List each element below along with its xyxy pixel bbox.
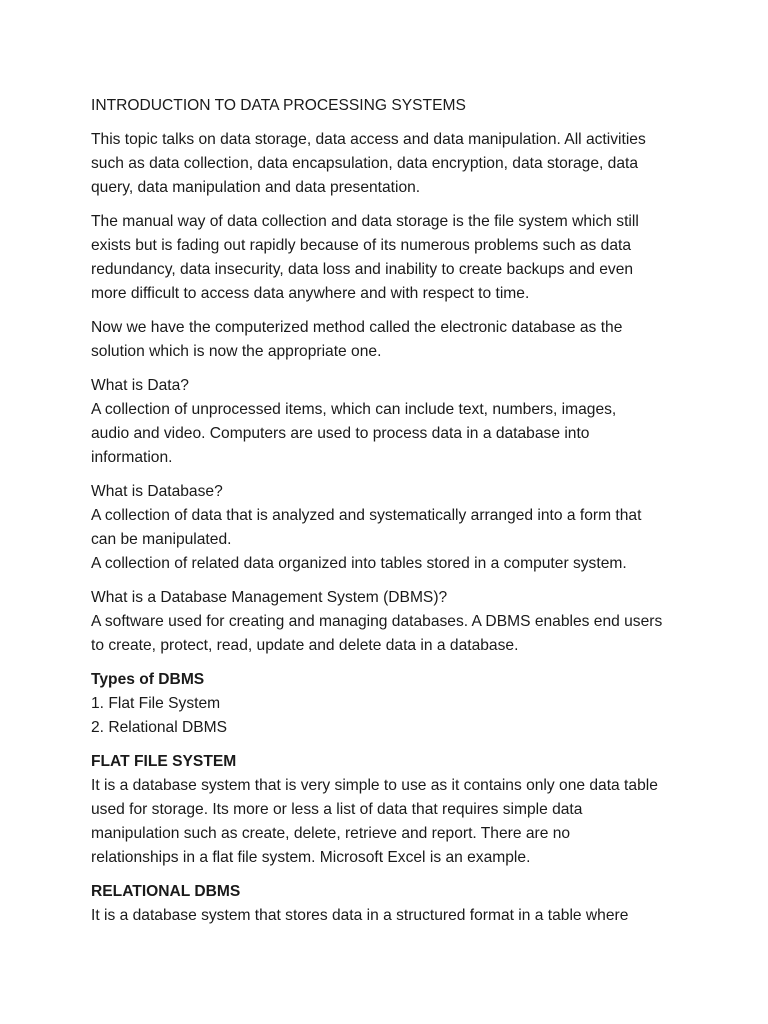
text-line: audio and video. Computers are used to process data in a database into: [91, 425, 590, 442]
relational-heading: RELATIONAL DBMS: [91, 883, 241, 900]
document-page: [91, 94, 686, 938]
database-definition: [91, 480, 686, 576]
text-line: solution which is now the appropriate one.: [91, 343, 382, 360]
types-heading: Types of DBMS: [91, 671, 205, 688]
text-line: such as data collection, data encapsulation, data encryption, data storage, data: [91, 155, 639, 172]
list-item: 1. Flat File System: [91, 695, 221, 712]
text-line: relationships in a flat file system. Microsoft Excel is an example.: [91, 849, 531, 866]
dbms-definition: [91, 586, 686, 658]
text-line: manipulation such as create, delete, retrieve and report. There are no: [91, 825, 571, 842]
text-line: It is a database system that stores data in a structured format in a table where: [91, 907, 629, 924]
manual-paragraph: [91, 210, 686, 306]
text-line: This topic talks on data storage, data access and data manipulation. All activities: [91, 131, 646, 148]
text-line: information.: [91, 449, 173, 466]
list-item: 2. Relational DBMS: [91, 719, 228, 736]
text-line: can be manipulated.: [91, 531, 232, 548]
text-line: redundancy, data insecurity, data loss and inability to create backups and even: [91, 261, 634, 278]
document-title: [91, 94, 686, 118]
flat-file-heading: FLAT FILE SYSTEM: [91, 753, 237, 770]
dbms-question: What is a Database Management System (DBMS)?: [91, 589, 448, 606]
text-line: more difficult to access data anywhere and with respect to time.: [91, 285, 530, 302]
text-line: The manual way of data collection and data storage is the file system which still: [91, 213, 639, 230]
text-line: It is a database system that is very simple to use as it contains only one data table: [91, 777, 658, 794]
text-line: to create, protect, read, update and delete data in a database.: [91, 637, 519, 654]
relational-section: [91, 880, 686, 928]
text-line: exists but is fading out rapidly because of its numerous problems such as data: [91, 237, 632, 254]
text-line: A software used for creating and managing databases. A DBMS enables end users: [91, 613, 663, 630]
data-definition: [91, 374, 686, 470]
computerized-paragraph: [91, 316, 686, 364]
intro-paragraph: [91, 128, 686, 200]
text-line: used for storage. Its more or less a list of data that requires simple data: [91, 801, 583, 818]
data-question: What is Data?: [91, 377, 189, 394]
text-line: A collection of related data organized into tables stored in a computer system.: [91, 555, 627, 572]
database-question: What is Database?: [91, 483, 223, 500]
text-line: A collection of unprocessed items, which can include text, numbers, images,: [91, 401, 617, 418]
text-line: A collection of data that is analyzed and systematically arranged into a form that: [91, 507, 642, 524]
types-section: [91, 668, 686, 740]
text-line: Now we have the computerized method called the electronic database as the: [91, 319, 623, 336]
flat-file-section: [91, 750, 686, 870]
text-line: query, data manipulation and data presentation.: [91, 179, 421, 196]
title-line: INTRODUCTION TO DATA PROCESSING SYSTEMS: [91, 97, 466, 114]
